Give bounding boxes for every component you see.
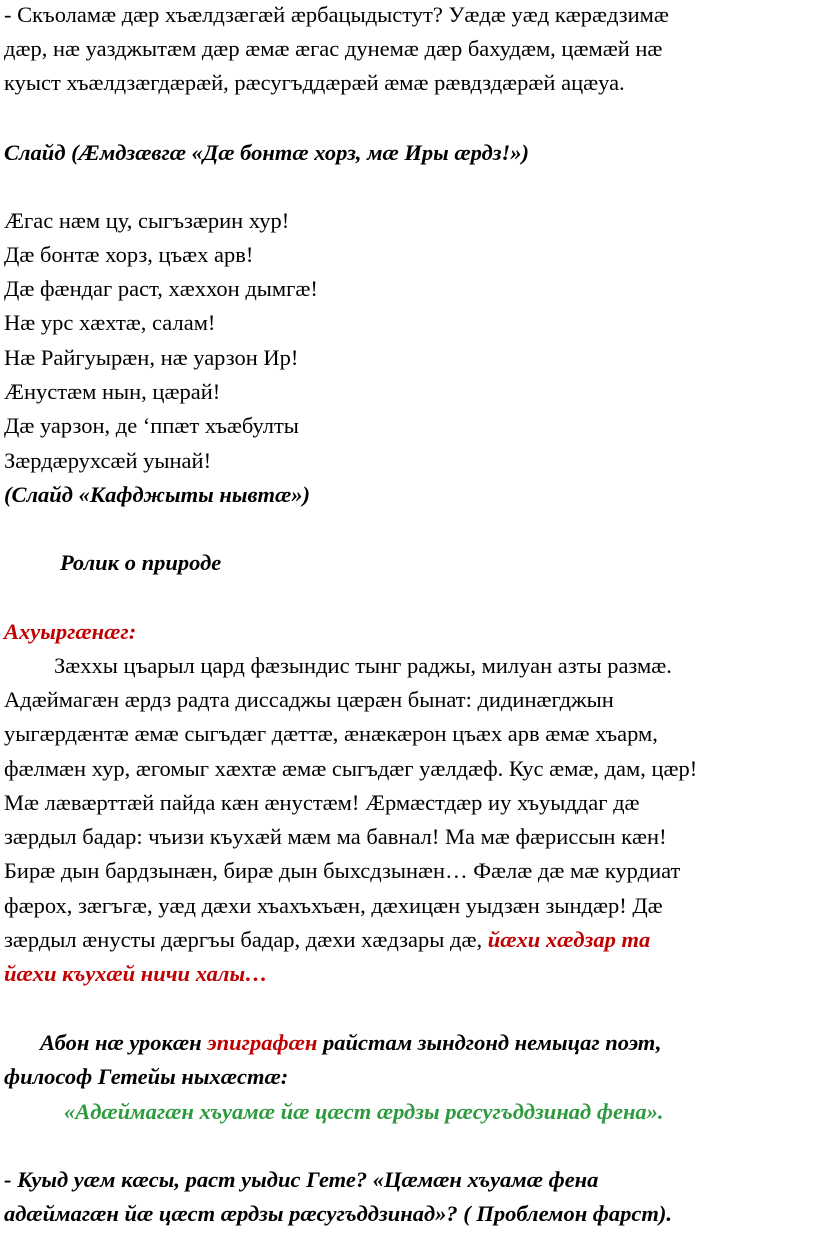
speech-line-8: фæрох, зæгъгæ, уæд дæхи хъахъхъæн, дæхицæн уыдзæн зындæр! Дæ [4, 893, 663, 918]
poem-line-2: Дæ бонтæ хорз, цъæх арв! [4, 242, 254, 267]
speech-line-10: йæхи къухæй ничи халы… [4, 961, 268, 986]
question-line-1: - Куыд уæм кæсы, раст уыдис Гете? «Цæмæн хъуамæ фена [4, 1167, 599, 1192]
intro-line-1: - Скъоламæ дæр хъæлдзæгæй æрбацыдыстут? Уæдæ уæд кæрæдзимæ [4, 2, 669, 27]
speech-line-2: Адæймагæн æрдз радта диссаджы цæрæн бынат: дидинæгджын [4, 687, 614, 712]
epigraph-intro-rest: райстам зындгонд немыцаг поэт, [317, 1030, 662, 1055]
speech-line-5: Мæ лæвæрттæй пайда кæн æнустæм! Æрмæстдæр иу хъуыддаг дæ [4, 790, 640, 815]
intro-line-2: дæр, нæ уазджытæм дæр æмæ æгас дунемæ дæр бахудæм, цæмæй нæ [4, 36, 663, 61]
poem-line-5: Нæ Райгуырæн, нæ уарзон Ир! [4, 345, 299, 370]
speech-line-1: Зæххы цъарыл цард фæзындис тынг раджы, милуан азты размæ. [54, 653, 672, 678]
intro-line-3: куыст хъæлдзæгдæрæй, рæсугъддæрæй æмæ рæвдздæрæй ацæуа. [4, 70, 625, 95]
poem-line-1: Æгас нæм цу, сыгъзæрин хур! [4, 208, 290, 233]
epigraph-line-2: философ Гетейы ныхæстæ: [4, 1064, 289, 1089]
poem-line-3: Дæ фæндаг раст, хæххон дымгæ! [4, 276, 318, 301]
slide-heading-poem: Слайд (Æмдзæвгæ «Дæ бонтæ хорз, мæ Иры æрдз!») [4, 140, 530, 165]
speech-line-7: Бирæ дын бардзынæн, бирæ дын быхсдзынæн… Фæлæ дæ мæ курдиат [4, 858, 681, 883]
speaker-label: Ахуыргæнæг: [4, 619, 137, 644]
epigraph-intro-text: Абон нæ урокæн [40, 1030, 208, 1055]
poem-line-7: Дæ уарзон, де ‘ппæт хъæбулты [4, 413, 299, 438]
poem-line-8: Зæрдæрухсæй уынай! [4, 448, 212, 473]
poem-line-4: Нæ урс хæхтæ, салам! [4, 310, 216, 335]
speech-line-3: уыгæрдæнтæ æмæ сыгъдæг дæттæ, æнæкæрон цъæх арв æмæ хъарм, [4, 721, 658, 746]
speech-line-4: фæлмæн хур, æгомыг хæхтæ æмæ сыгъдæг уæлдæф. Кус æмæ, дам, цæр! [4, 756, 698, 781]
epigraph-line-1 [40, 1028, 661, 1058]
video-heading: Ролик о природе [60, 550, 222, 575]
poem-line-6: Æнустæм нын, цæрай! [4, 379, 221, 404]
slide-heading-dancers: (Слайд «Кафджыты нывтæ») [4, 482, 311, 507]
speech-line-9 [4, 925, 650, 955]
epigraph-keyword: эпиграфæн [207, 1030, 318, 1055]
epigraph-quote: «Адæймагæн хъуамæ йæ цæст æрдзы рæсугъддзинад фена». [64, 1099, 664, 1124]
speech-line-6: зæрдыл бадар: чъизи къухæй мæм ма бавнал! Ма мæ фæриссын кæн! [4, 824, 667, 849]
speech-line-9-text: зæрдыл æнусты дæргъы бадар, дæхи хæдзары дæ, [4, 927, 488, 952]
question-line-2: адæймагæн йæ цæст æрдзы рæсугъддзинад»? ( Проблемон фарст). [4, 1201, 673, 1226]
speech-line-9-highlight: йæхи хæдзар та [487, 927, 651, 952]
